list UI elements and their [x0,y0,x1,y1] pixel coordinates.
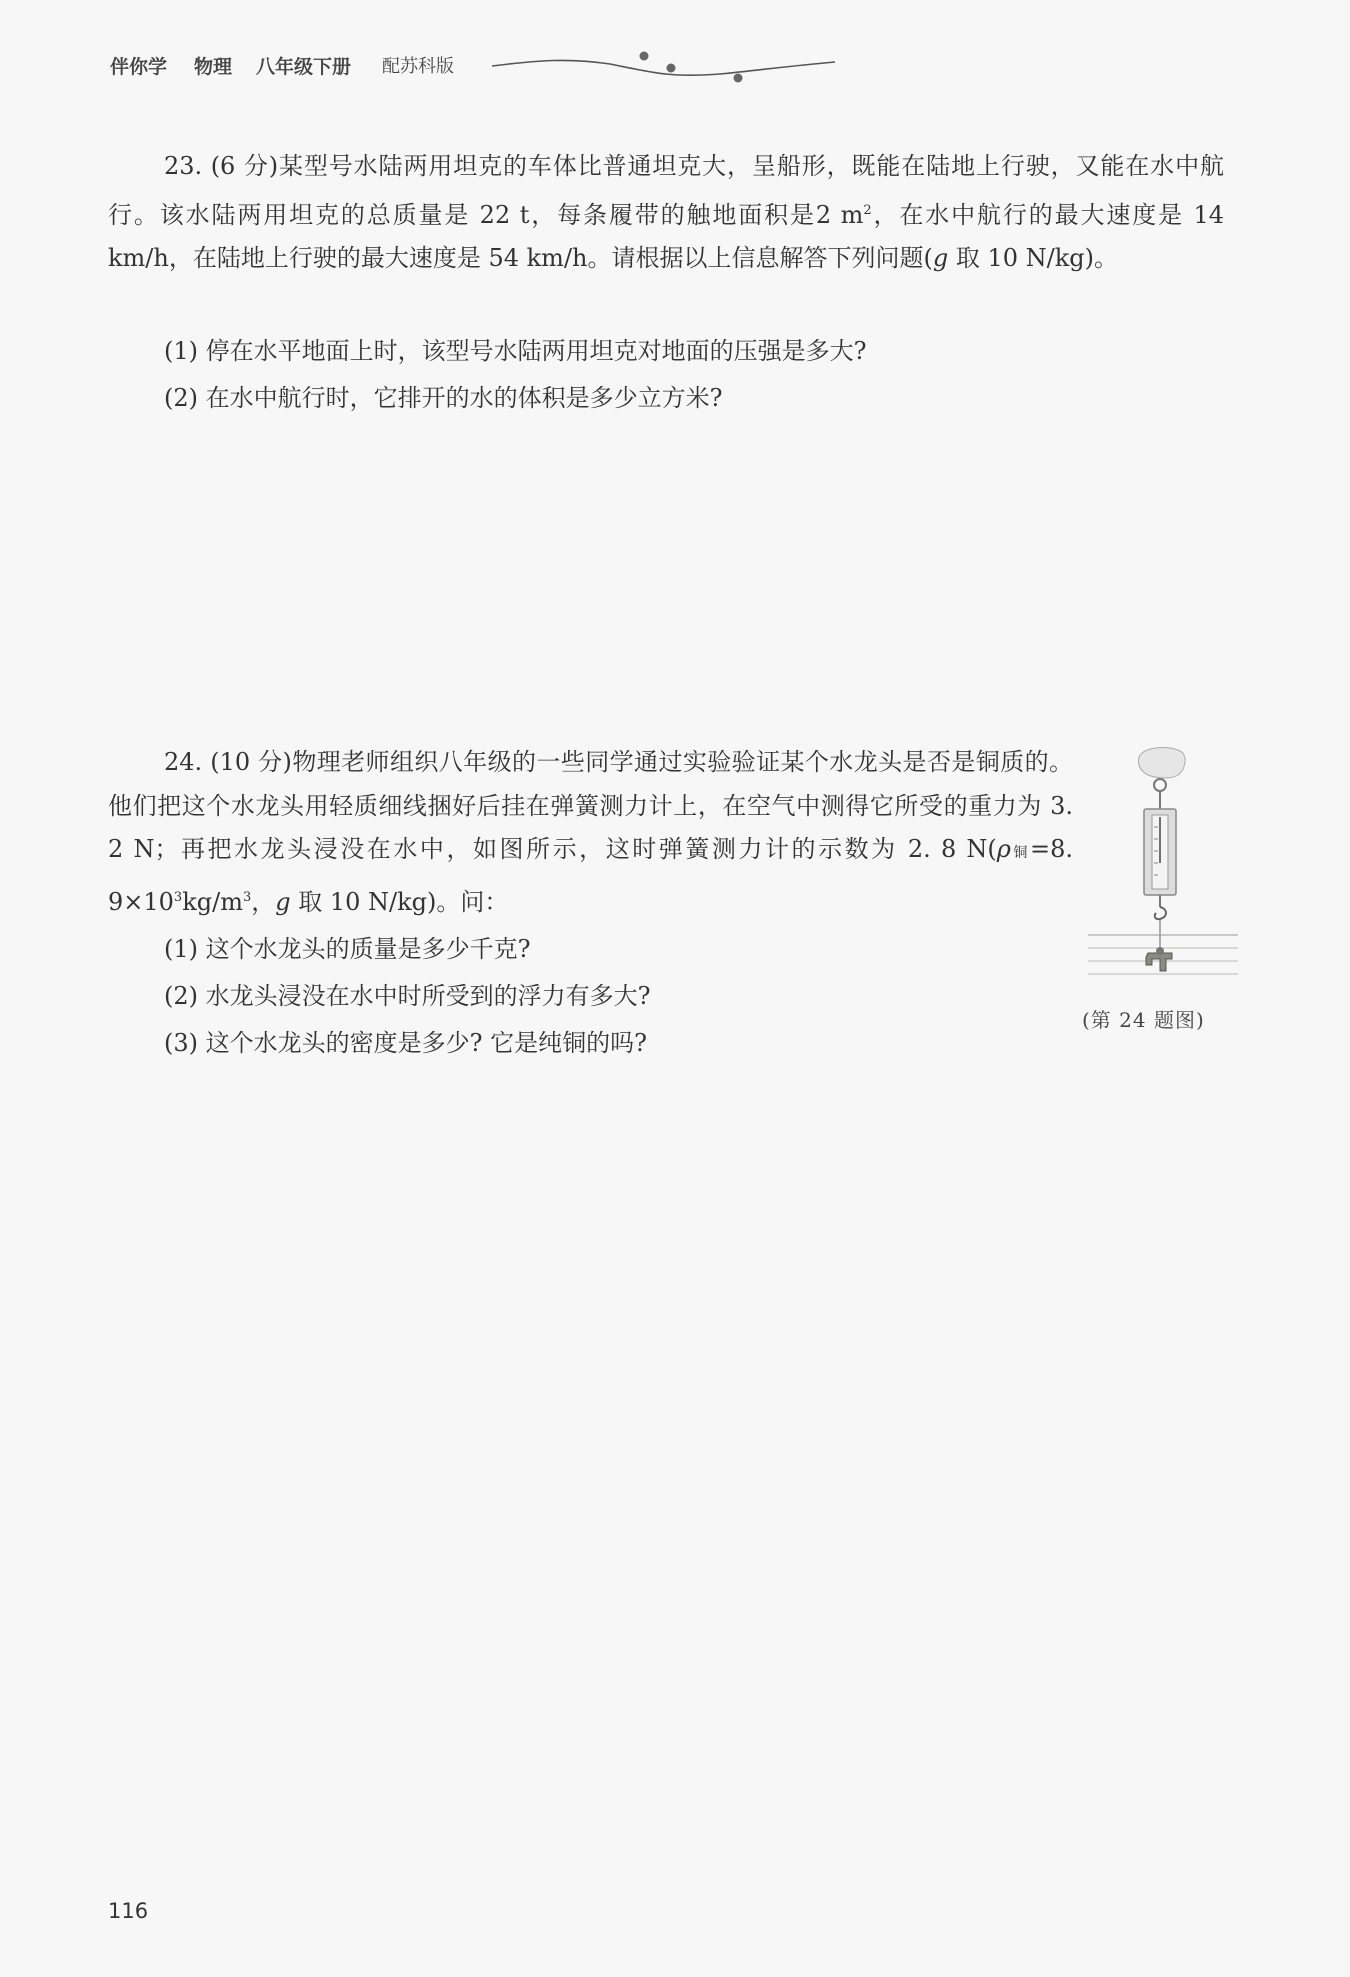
page-number: 116 [108,1899,149,1923]
question-24-sub-2: (2) 水龙头浸没在水中时所受到的浮力有多大? [164,982,651,1010]
header-subject: 物理 [194,56,233,78]
header-edition: 配苏科版 [382,56,454,77]
question-24-stem: 24. (10 分)物理老师组织八年级的一些同学通过实验验证某个水龙头是否是铜质的。他们把这个水龙头用轻质细线捆好后挂在弹簧测力计上，在空气中测得它所受的重力为 3. 2 N；再把水龙头浸没在水中，如图所示，这时弹簧测力计的示数为 2. 8 N(ρ铜=8. $9\times 10^3kg/m^3$，g 取 10 N/kg)。问： [108,748,1073,916]
question-23-sub-1: (1) 停在水平地面上时，该型号水陆两用坦克对地面的压强是多大? [164,337,867,365]
header-book: 伴你学 [110,56,168,78]
spring-scale-figure [1088,745,1238,995]
question-23-stem: 23. (6 分)某型号水陆两用坦克的车体比普通坦克大，呈船形，既能在陆地上行驶，又能在水中航行。该水陆两用坦克的总质量是 22 t，每条履带的触地面积是2 $m^2$，在水中航行的最大速度是 14 km/h，在陆地上行驶的最大速度是 54 km/h。请根据以上信息解答下列问题(g 取 10 N/kg)。 [108,152,1224,272]
header-grade: 八年级下册 [256,56,352,78]
ring-icon [1154,779,1166,791]
faucet-icon [1146,953,1172,971]
figure-24-caption: (第 24 题图) [1082,1008,1205,1032]
header-wave-decoration [480,48,840,88]
question-24-sub-3: (3) 这个水龙头的密度是多少? 它是纯铜的吗? [164,1029,647,1057]
hook-icon [1155,907,1166,919]
question-23-sub-2: (2) 在水中航行时，它排开的水的体积是多少立方米? [164,384,723,412]
question-24-sub-1: (1) 这个水龙头的质量是多少千克? [164,935,531,963]
hand-icon [1138,748,1185,778]
